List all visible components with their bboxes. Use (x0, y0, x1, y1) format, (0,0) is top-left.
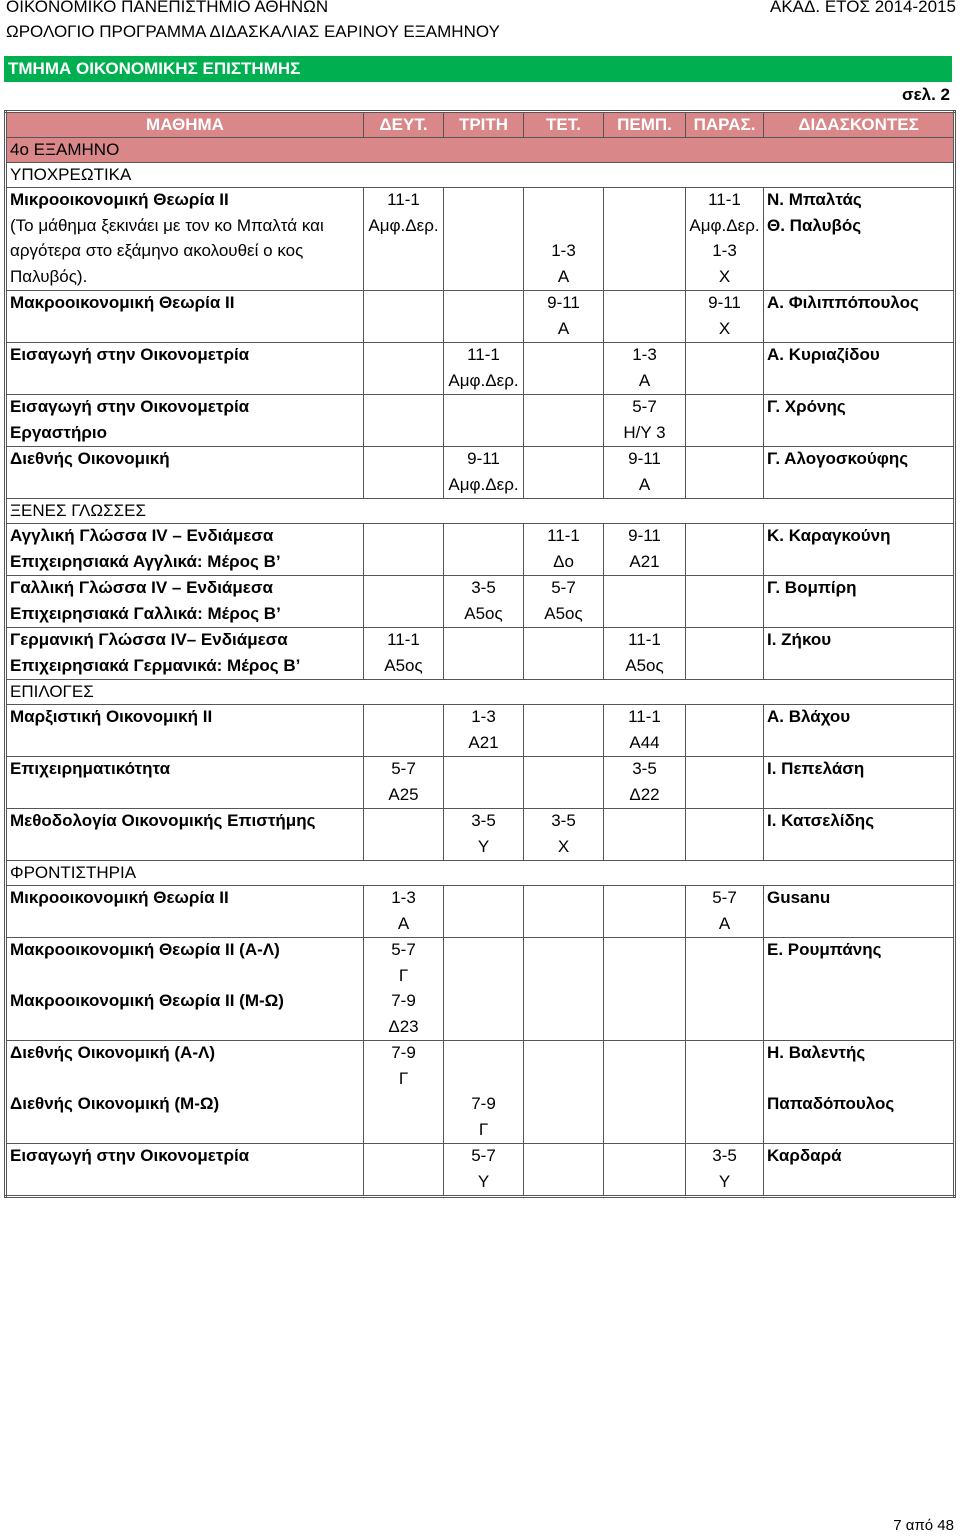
slot-mon: 11-1 Αμφ.Δερ. (364, 188, 444, 291)
col-tue: ΤΡΙΤΗ (444, 112, 524, 138)
slot-fri (686, 524, 764, 576)
slot-tue: 1-3 Α21 (444, 705, 524, 757)
slot-wed (524, 705, 604, 757)
teacher-cell: Ι. Κατσελίδης (764, 809, 955, 861)
slot-mon (364, 809, 444, 861)
slot-wed (524, 938, 604, 1041)
slot-mon: 1-3 Α (364, 886, 444, 938)
slot-thu: 9-11 Α (604, 447, 686, 499)
slot-tue: 7-9 Γ (444, 1041, 524, 1144)
slot-thu (604, 809, 686, 861)
slot-fri (686, 705, 764, 757)
department-banner: ΤΜΗΜΑ ΟΙΚΟΝΟΜΙΚΗΣ ΕΠΙΣΤΗΜΗΣ (4, 56, 952, 82)
semester-label: 4ο ΕΞΑΜΗΝΟ (6, 138, 955, 163)
slot-tue (444, 757, 524, 809)
col-course: ΜΑΘΗΜΑ (6, 112, 364, 138)
slot-thu (604, 1144, 686, 1197)
schedule-table (4, 110, 956, 1198)
teacher-cell: Ε. Ρουμπάνης (764, 938, 955, 1041)
teacher-cell: Gusanu (764, 886, 955, 938)
teacher-cell: Ι. Ζήκου (764, 628, 955, 680)
slot-fri: 9-11 Χ (686, 291, 764, 343)
teacher-cell: Κ. Καραγκούνη (764, 524, 955, 576)
section-required: ΥΠΟΧΡΕΩΤΙΚΑ (6, 163, 955, 188)
slot-wed (524, 886, 604, 938)
course-title: Μακροοικονομική Θεωρία ΙΙ (6, 291, 364, 343)
elective-row (6, 705, 955, 757)
slot-wed: 11-1 Δο (524, 524, 604, 576)
slot-wed: 3-5 Χ (524, 809, 604, 861)
section-row (6, 499, 955, 524)
tutorial-row (6, 1144, 955, 1197)
slot-mon (364, 705, 444, 757)
section-languages: ΞΕΝΕΣ ΓΛΩΣΣΕΣ (6, 499, 955, 524)
slot-mon: 5-7 Α25 (364, 757, 444, 809)
course-title: Αγγλική Γλώσσα IV – Ενδιάμεσα Επιχειρησιακά Αγγλικά: Μέρος Β’ (6, 524, 364, 576)
tutorial-row (6, 886, 955, 938)
slot-thu (604, 1041, 686, 1144)
slot-thu: 11-1 Α5ος (604, 628, 686, 680)
slot-mon (364, 291, 444, 343)
slot-wed (524, 447, 604, 499)
slot-mon (364, 447, 444, 499)
language-row (6, 524, 955, 576)
semester-row (6, 138, 955, 163)
slot-fri (686, 576, 764, 628)
slot-tue (444, 886, 524, 938)
slot-mon: 7-9 Γ (364, 1041, 444, 1144)
course-title: Γαλλική Γλώσσα IV – Ενδιάμεσα Επιχειρησιακά Γαλλικά: Μέρος Β’ (6, 576, 364, 628)
teacher-cell: Γ. Αλογοσκούφης (764, 447, 955, 499)
slot-fri: 11-1 Αμφ.Δερ. 1-3 Χ (686, 188, 764, 291)
teacher-cell: Α. Φιλιππόπουλος (764, 291, 955, 343)
slot-thu: 9-11 Α21 (604, 524, 686, 576)
course-title: Μεθοδολογία Οικονομικής Επιστήμης (6, 809, 364, 861)
slot-wed: 1-3 Α (524, 188, 604, 291)
col-fri: ΠΑΡΑΣ. (686, 112, 764, 138)
course-title: Γερμανική Γλώσσα IV– Ενδιάμεσα Επιχειρησιακά Γερμανικά: Μέρος Β’ (6, 628, 364, 680)
slot-wed (524, 1041, 604, 1144)
slot-mon (364, 524, 444, 576)
teacher-cell: Η. Βαλεντής Παπαδόπουλος (764, 1041, 955, 1144)
slot-wed: 5-7 Α5ος (524, 576, 604, 628)
slot-fri (686, 938, 764, 1041)
course-title: Μαρξιστική Οικονομική ΙΙ (6, 705, 364, 757)
course-row (6, 188, 955, 291)
course-row (6, 291, 955, 343)
col-wed: ΤΕΤ. (524, 112, 604, 138)
slot-tue (444, 524, 524, 576)
slot-tue: 11-1 Αμφ.Δερ. (444, 343, 524, 395)
slot-fri (686, 343, 764, 395)
slot-thu (604, 886, 686, 938)
slot-wed (524, 628, 604, 680)
col-mon: ΔΕΥΤ. (364, 112, 444, 138)
slot-fri (686, 395, 764, 447)
slot-fri (686, 1041, 764, 1144)
slot-tue (444, 188, 524, 291)
course-title: Εισαγωγή στην Οικονομετρία (6, 1144, 364, 1197)
section-row (6, 861, 955, 886)
elective-row (6, 809, 955, 861)
slot-tue: 5-7 Υ (444, 1144, 524, 1197)
course-title: Διεθνής Οικονομική (6, 447, 364, 499)
slot-wed (524, 757, 604, 809)
language-row (6, 576, 955, 628)
tutorial-row (6, 1041, 955, 1144)
course-title: Διεθνής Οικονομική (Α-Λ) Διεθνής Οικονομική (Μ-Ω) (6, 1041, 364, 1144)
slot-thu (604, 291, 686, 343)
course-row (6, 395, 955, 447)
course-row (6, 343, 955, 395)
slot-tue (444, 938, 524, 1041)
teacher-cell: Γ. Βομπίρη (764, 576, 955, 628)
slot-thu: 5-7 Η/Υ 3 (604, 395, 686, 447)
university-name: ΟΙΚΟΝΟΜΙΚΟ ΠΑΝΕΠΙΣΤΗΜΙΟ ΑΘΗΝΩΝ (6, 0, 329, 16)
slot-tue: 3-5 Α5ος (444, 576, 524, 628)
slot-mon (364, 1144, 444, 1197)
slot-mon (364, 576, 444, 628)
slot-tue (444, 291, 524, 343)
slot-fri (686, 447, 764, 499)
slot-tue: 9-11 Αμφ.Δερ. (444, 447, 524, 499)
tutorial-row (6, 938, 955, 1041)
col-teachers: ΔΙΔΑΣΚΟΝΤΕΣ (764, 112, 955, 138)
page-footer: 7 από 48 (893, 1517, 954, 1534)
course-row (6, 447, 955, 499)
slot-thu: 11-1 Α44 (604, 705, 686, 757)
section-electives: ΕΠΙΛΟΓΕΣ (6, 680, 955, 705)
course-title: Μικροοικονομική Θεωρία ΙΙ (Το μάθημα ξεκινάει με τον κο Μπαλτά και αργότερα στο εξάμηνο ακολουθεί ο κος Παλυβός). (6, 188, 364, 291)
slot-mon: 11-1 Α5ος (364, 628, 444, 680)
teacher-cell: Α. Κυριαζίδου (764, 343, 955, 395)
section-tutorials: ΦΡΟΝΤΙΣΤΗΡΙΑ (6, 861, 955, 886)
slot-thu: 1-3 Α (604, 343, 686, 395)
slot-thu (604, 188, 686, 291)
slot-fri (686, 809, 764, 861)
teacher-cell: Ι. Πεπελάση (764, 757, 955, 809)
course-title: Εισαγωγή στην Οικονομετρία (6, 343, 364, 395)
slot-fri: 5-7 Α (686, 886, 764, 938)
slot-wed: 9-11 Α (524, 291, 604, 343)
course-title: Επιχειρηματικότητα (6, 757, 364, 809)
course-title: Μακροοικονομική Θεωρία ΙΙ (Α-Λ) Μακροοικονομική Θεωρία ΙΙ (Μ-Ω) (6, 938, 364, 1041)
slot-fri: 3-5 Υ (686, 1144, 764, 1197)
teacher-cell: Καρδαρά (764, 1144, 955, 1197)
slot-fri (686, 628, 764, 680)
slot-mon: 5-7 Γ 7-9 Δ23 (364, 938, 444, 1041)
course-title: Μικροοικονομική Θεωρία ΙΙ (6, 886, 364, 938)
academic-year: ΑΚΑΔ. ΕΤΟΣ 2014-2015 (770, 0, 956, 16)
slot-wed (524, 343, 604, 395)
slot-wed (524, 1144, 604, 1197)
course-title: Εισαγωγή στην Οικονομετρία Εργαστήριο (6, 395, 364, 447)
slot-mon (364, 395, 444, 447)
col-thu: ΠΕΜΠ. (604, 112, 686, 138)
section-row (6, 680, 955, 705)
teacher-cell: Ν. Μπαλτάς Θ. Παλυβός (764, 188, 955, 291)
slot-thu: 3-5 Δ22 (604, 757, 686, 809)
teacher-cell: Γ. Χρόνης (764, 395, 955, 447)
slot-thu (604, 938, 686, 1041)
slot-thu (604, 576, 686, 628)
slot-fri (686, 757, 764, 809)
schedule-title: ΩΡΟΛΟΓΙΟ ΠΡΟΓΡΑΜΜΑ ΔΙΔΑΣΚΑΛΙΑΣ ΕΑΡΙΝΟΥ ΕΞΑΜΗΝΟΥ (6, 22, 500, 41)
slot-tue (444, 395, 524, 447)
elective-row (6, 757, 955, 809)
section-row (6, 163, 955, 188)
column-header-row (6, 112, 955, 138)
teacher-cell: Α. Βλάχου (764, 705, 955, 757)
page-label: σελ. 2 (901, 85, 950, 104)
language-row (6, 628, 955, 680)
slot-tue (444, 628, 524, 680)
slot-wed (524, 395, 604, 447)
slot-tue: 3-5 Υ (444, 809, 524, 861)
slot-mon (364, 343, 444, 395)
